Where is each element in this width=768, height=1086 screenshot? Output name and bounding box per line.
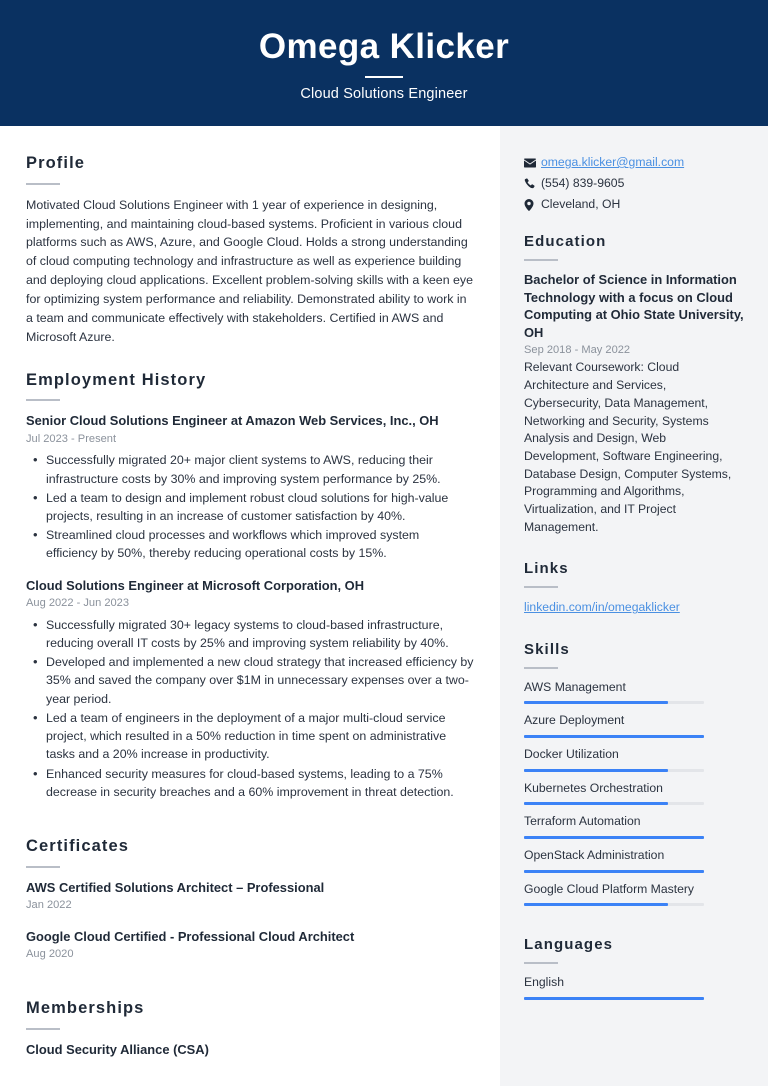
skill-level-fill bbox=[524, 836, 704, 839]
job-title: Senior Cloud Solutions Engineer at Amazon Web Services, Inc., OH bbox=[26, 413, 439, 429]
job-bullet: • Developed and implemented a new cloud strategy that increased efficiency by 35% and saved the company over $1M in unnecessary expenses over a two-year period. bbox=[26, 653, 474, 708]
job-date: Aug 2022 - Jun 2023 bbox=[26, 597, 130, 610]
employment-entry bbox=[26, 577, 474, 801]
section-heading-education: Education bbox=[524, 233, 607, 251]
section-rule bbox=[26, 1028, 60, 1030]
section-languages bbox=[524, 936, 744, 1000]
job-title: Cloud Solutions Engineer at Microsoft Corporation, OH bbox=[26, 577, 365, 593]
spacer bbox=[524, 538, 744, 560]
skill-label: Terraform Automation bbox=[524, 814, 641, 829]
certificate-entry bbox=[26, 928, 474, 963]
language-level-fill bbox=[524, 997, 704, 1000]
map-pin-icon bbox=[524, 199, 541, 211]
skill-item bbox=[524, 847, 744, 873]
section-employment-history bbox=[26, 371, 474, 801]
candidate-name: Omega Klicker bbox=[258, 27, 510, 67]
phone-icon bbox=[524, 178, 541, 189]
profile-text: Motivated Cloud Solutions Engineer with 1 year of experience in designing, implementing, and maintaining cloud-based systems. Proficient in various cloud platforms such as AWS, Azure, and Google Cloud. Holds a strong understanding of cloud computing technology and infrastructure as well as experience building and deploying cloud applications. Excellent problem-solving skills with a keen eye for optimizing system performance and reliability. Demonstrated ability to work in a team and communicate effectively with stakeholders. Certified in AWS and Microsoft Azure. bbox=[26, 197, 474, 344]
language-level-track bbox=[524, 997, 704, 1000]
skill-level-track bbox=[524, 769, 704, 772]
spacer bbox=[26, 977, 474, 999]
skill-level-track bbox=[524, 735, 704, 738]
envelope-icon bbox=[524, 158, 541, 168]
phone-text: (554) 839-9605 bbox=[541, 176, 625, 191]
skill-level-track bbox=[524, 903, 704, 906]
skill-label: Kubernetes Orchestration bbox=[524, 780, 663, 795]
section-memberships bbox=[26, 999, 474, 1058]
job-bullet: • Enhanced security measures for cloud-based systems, leading to a 75% decrease in security breaches and a 60% improvement in threat detection. bbox=[26, 765, 474, 801]
job-bullets bbox=[26, 616, 474, 801]
email-link[interactable]: omega.klicker@gmail.com bbox=[541, 155, 685, 169]
skill-item bbox=[524, 746, 744, 772]
job-bullet: • Successfully migrated 30+ legacy systems to cloud-based infrastructure, reducing overall IT costs by 25% and improving system reliability by 40%. bbox=[26, 616, 474, 652]
spacer bbox=[524, 619, 744, 641]
skill-label: AWS Management bbox=[524, 679, 626, 694]
skill-item bbox=[524, 881, 744, 907]
skill-item bbox=[524, 679, 744, 705]
sidebar-column bbox=[500, 126, 768, 1086]
candidate-job-title: Cloud Solutions Engineer bbox=[300, 85, 468, 102]
spacer bbox=[524, 914, 744, 936]
section-rule bbox=[26, 866, 60, 868]
section-heading-certificates: Certificates bbox=[26, 837, 130, 855]
job-bullets bbox=[26, 451, 474, 562]
skill-level-fill bbox=[524, 735, 704, 738]
job-bullet: • Led a team to design and implement robust cloud solutions for high-value projects, resulting in an increase of customer satisfaction by 40%. bbox=[26, 489, 474, 525]
section-rule bbox=[524, 259, 558, 261]
section-skills bbox=[524, 641, 744, 907]
contact-row-location bbox=[524, 196, 744, 213]
contact-block bbox=[524, 154, 744, 213]
skill-level-track bbox=[524, 870, 704, 873]
employment-entry bbox=[26, 412, 474, 562]
contact-row-phone bbox=[524, 175, 744, 192]
header-divider bbox=[365, 76, 403, 78]
section-links bbox=[524, 560, 744, 616]
section-certificates bbox=[26, 837, 474, 963]
skill-label: Google Cloud Platform Mastery bbox=[524, 881, 695, 896]
job-date: Jul 2023 - Present bbox=[26, 432, 117, 445]
membership-entry bbox=[26, 1041, 474, 1058]
skill-level-fill bbox=[524, 802, 668, 805]
spacer bbox=[26, 349, 474, 371]
skill-label: Docker Utilization bbox=[524, 747, 619, 761]
section-profile bbox=[26, 154, 474, 347]
section-rule bbox=[524, 667, 558, 669]
certificate-title: AWS Certified Solutions Architect – Professional bbox=[26, 879, 325, 895]
membership-title: Cloud Security Alliance (CSA) bbox=[26, 1041, 209, 1057]
language-item bbox=[524, 974, 744, 1000]
section-rule bbox=[26, 183, 60, 185]
job-bullet: • Successfully migrated 20+ major client systems to AWS, reducing their infrastructure costs by 30% and improving system performance by 25%. bbox=[26, 451, 474, 487]
section-heading-languages: Languages bbox=[524, 936, 614, 954]
education-description: Relevant Coursework: Cloud Architecture and Services, Cybersecurity, Data Management, Networking and Security, Systems Analysis and Design, Web Development, Software Engineering, Database Design, Computer Systems, Programming and Algorithms, Virtualization, and IT Project Management. bbox=[524, 360, 732, 534]
skill-level-track bbox=[524, 701, 704, 704]
skill-item bbox=[524, 813, 744, 839]
contact-row-email bbox=[524, 154, 744, 171]
education-date: Sep 2018 - May 2022 bbox=[524, 343, 631, 356]
section-heading-skills: Skills bbox=[524, 640, 570, 658]
skill-level-track bbox=[524, 836, 704, 839]
section-heading-employment: Employment History bbox=[26, 370, 207, 389]
skill-level-track bbox=[524, 802, 704, 805]
skill-level-fill bbox=[524, 701, 668, 704]
skill-level-fill bbox=[524, 769, 668, 772]
job-bullet: • Led a team of engineers in the deployment of a major multi-cloud service project, which resulted in a 50% reduction in time spent on administrative tasks and a 20% increase in productivity. bbox=[26, 709, 474, 764]
language-label: English bbox=[524, 975, 564, 990]
resume-header bbox=[0, 0, 768, 126]
skill-level-fill bbox=[524, 870, 704, 873]
skill-label: Azure Deployment bbox=[524, 713, 625, 728]
skill-level-fill bbox=[524, 903, 668, 906]
skill-label: OpenStack Administration bbox=[524, 848, 665, 863]
section-rule bbox=[26, 399, 60, 401]
skill-item bbox=[524, 712, 744, 738]
section-rule bbox=[524, 962, 558, 964]
spacer bbox=[26, 815, 474, 837]
linkedin-link[interactable]: linkedin.com/in/omegaklicker bbox=[524, 600, 680, 615]
skill-item bbox=[524, 780, 744, 806]
main-column bbox=[0, 126, 500, 1086]
resume-body bbox=[0, 126, 768, 1086]
section-heading-memberships: Memberships bbox=[26, 998, 145, 1017]
section-heading-links: Links bbox=[524, 560, 569, 578]
section-rule bbox=[524, 586, 558, 588]
section-heading-profile: Profile bbox=[26, 154, 86, 172]
certificate-entry bbox=[26, 879, 474, 914]
education-degree: Bachelor of Science in Information Technology with a focus on Cloud Computing at Ohio State University, OH bbox=[524, 272, 744, 340]
job-bullet: • Streamlined cloud processes and workflows which improved system efficiency by 50%, thereby reducing operational costs by 15%. bbox=[26, 526, 474, 562]
section-education bbox=[524, 233, 744, 536]
certificate-date: Aug 2020 bbox=[26, 948, 74, 961]
certificate-date: Jan 2022 bbox=[26, 899, 72, 912]
certificate-title: Google Cloud Certified - Professional Cloud Architect bbox=[26, 928, 355, 944]
location-text: Cleveland, OH bbox=[541, 197, 621, 212]
